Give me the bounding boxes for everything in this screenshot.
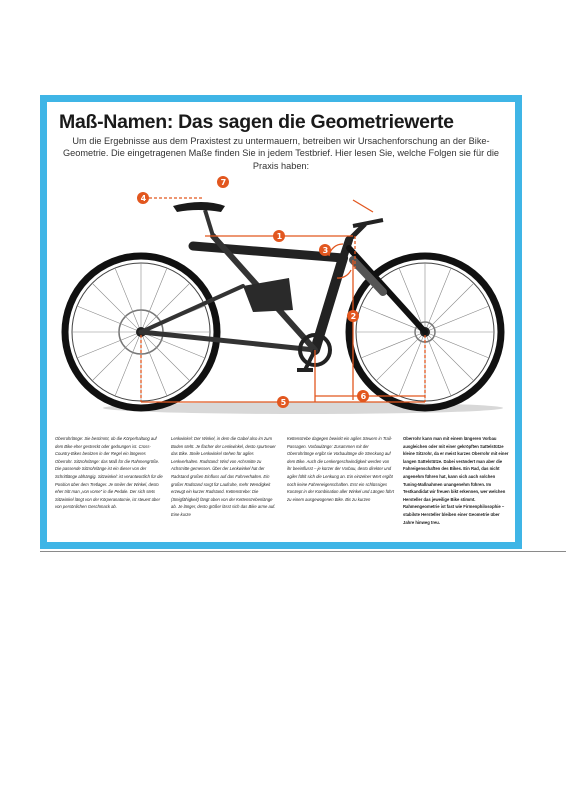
column-text: Kettenstrebe dagegen bewirkt ein agiles Steuern in Trail-Passagen. Vorbaulänge: Zusammen mit der Oberrohrlänge ergibt sie Vorbaulänge die Streckung auf dem Bike. Auch die Lenkergeschwindigkeit werden von ihr beeinflusst – je kürzer der Vorbau, desto direkter und agiler fühlt sich die Lenkung an. Ein einzelner Wert ergibt noch keine Fahreneigenschaften. Erst ein schlüssiges Konzept in der Kombination aller Winkel und Längen führt zu einem ausgewogenen Bike. Bis zu kurzen [287,436,395,502]
bike-illustration [53,160,513,418]
marker-1 [273,230,285,242]
page-divider [40,551,566,552]
body-column-1 [55,435,163,511]
body-column-4 [403,435,511,526]
handlebar [349,220,383,240]
marker-6 [357,390,369,402]
svg-text:1: 1 [276,232,283,241]
svg-text:5: 5 [280,398,287,407]
marker-7 [217,176,229,188]
svg-text:3: 3 [322,246,329,255]
saddle [173,202,225,236]
svg-text:7: 7 [220,178,227,187]
article-body [55,435,513,542]
column-text: Oberrohrlänge: Sie bestimmt, ob die Körperhaltung auf dem Bike eher gestreckt oder gedrungen ist. Cross-Country-Bikes besitzen in der Regel ein längeres Oberrohr. Sitzrohrlänge: das Maß für die Rahmengröße. Die passende Sitzrohrlänge ist ein dieser von der Schrittlänge abhängig. Sitzwinkel: ist verantwortlich für die Position über dem Tretlager. Je steiler der Winkel, desto eher tritt man „von vorne“ in die Pedale. Der sich stets Sitzwinkel längt von der Körperanatomie, ist steuert über von persönlichen Geschmack ab. [55,436,163,510]
marker-5 [277,396,289,408]
article-title: Maß-Namen: Das sagen die Geometriewerte [59,111,454,133]
svg-text:6: 6 [360,392,367,401]
article-intro: Um die Ergebnisse aus dem Praxistest zu untermauern, betreiben wir Ursachenforschung an der Bike-Geometrie. Die eingetragenen Maße finden Sie in jedem Testbrief. Hier lesen Sie, welche Folgen sie für die Praxis haben: [63,136,499,171]
svg-text:2: 2 [350,312,357,321]
marker-3 [319,244,331,256]
article-panel [47,102,515,542]
svg-text:4: 4 [140,194,147,203]
column-text: Lenkwinkel: Der Winkel, in dem die Gabel also im zum Boden steht. Je flacher der Lenkwinkel, desto spurtreuer das Bike. Steile Lenkwinkel stehen für agiles Lenkverhalten. Radstand: Wird von Achsmitte zu Achsmitte gemessen. Über der Lenkwinkel hat der Radstand großen Einfluss auf das Fahrverhalten. Ein großer Radstand sorgt für Laufruhe, mehr Wendigkeit erzeugt ein kurzer Radstand. Kettenstrebe: Die (Steigfähigkeit) fängt oben von der Kettenstrebenlänge ab. Je länger, desto größer lässt sich das Bike arme auf. Eine kurze [171,436,276,517]
article-frame [40,95,522,549]
bike-geometry-diagram [53,160,513,418]
body-column-2 [171,435,279,519]
marker-4 [137,192,149,204]
body-column-3 [287,435,395,503]
column-text: Oberrohr kann man mit einem längeren Vorbau ausgleichen oder mit einer gekröpften Sattelstütze kleine Sitzrohr, da er meist kurzes Oberrohr mit einer langen Sattelstütze. Dabei verändert man aber die Fahreigenschaften des Bikes. Ein Rad, das nicht angenehm führen hat, kann sich auch solchen Tuning-Maßnahmen unangenehm führen. Im Testkandidat wir freuen bikt erkennen, wer welchen Hersteller das jeweilige Bike stimmt. Rahmengeometrie ist fast wie Firmenphilosophie – stabilste Hersteller bleiben einer Geometrie über Jahre hinweg treu. [403,436,509,525]
bike-frame [141,236,425,350]
marker-2 [347,310,359,322]
